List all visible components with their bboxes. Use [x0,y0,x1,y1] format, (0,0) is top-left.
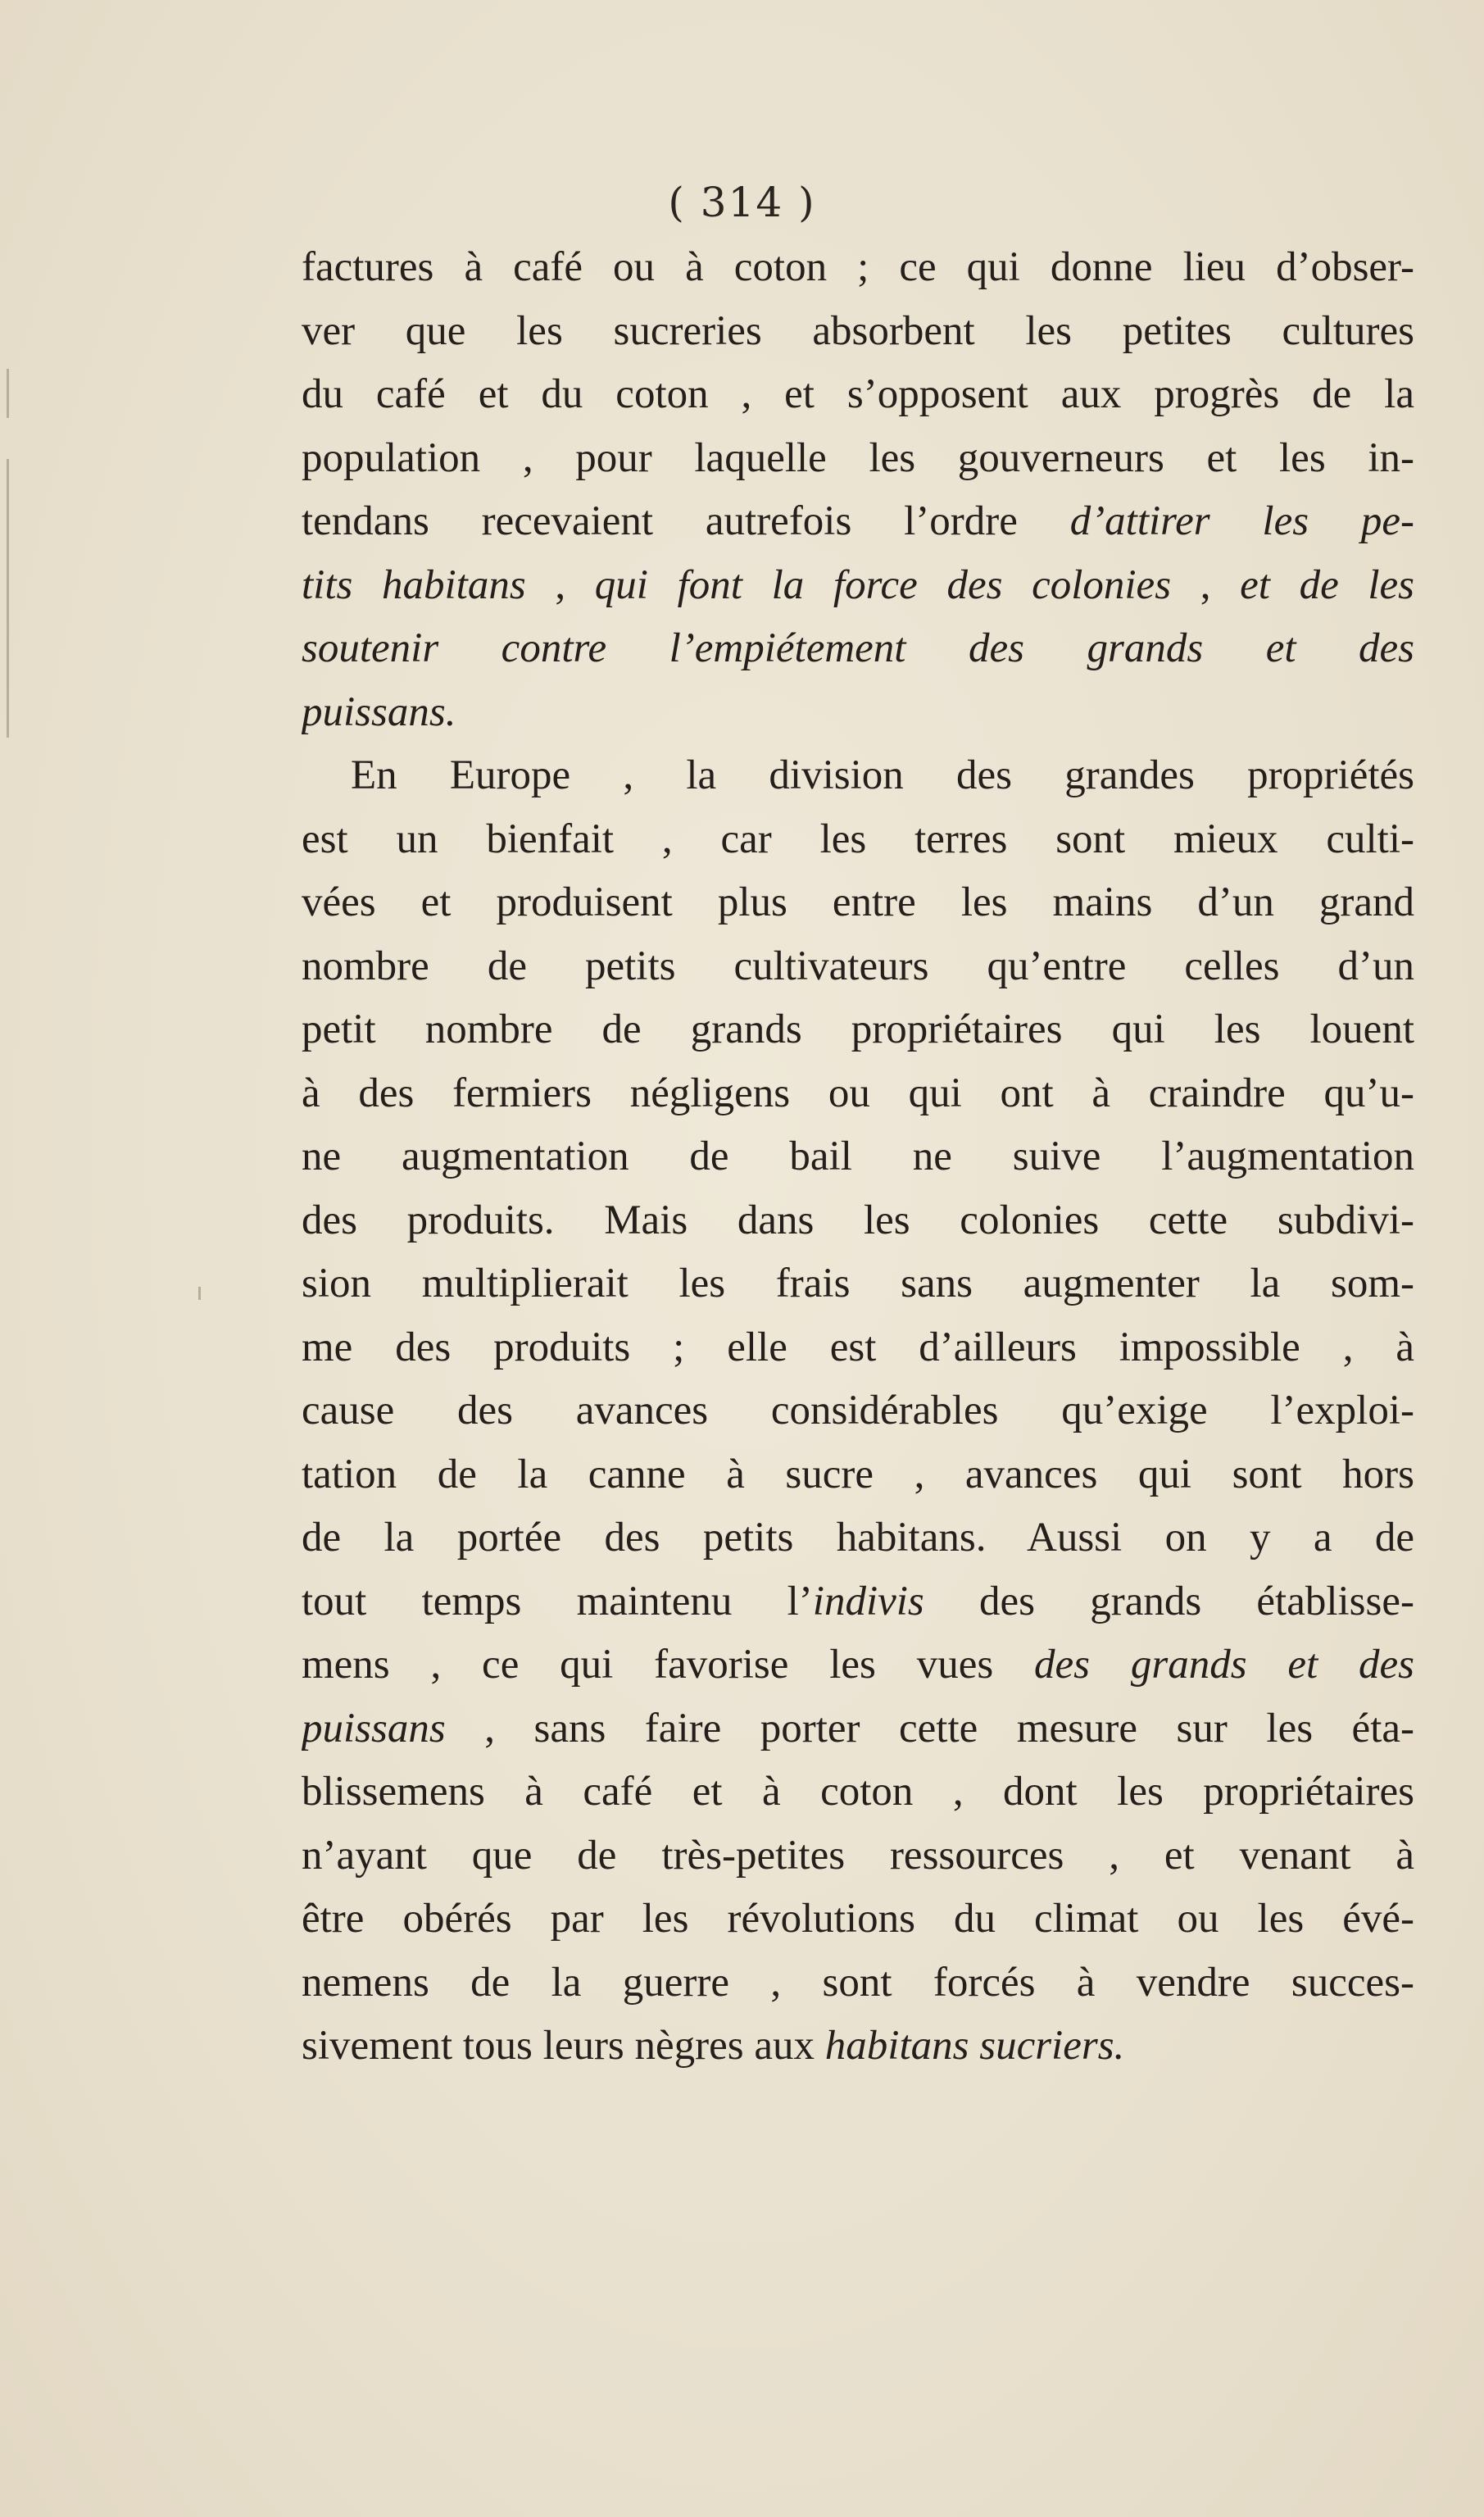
text-line [302,427,1414,491]
text-run: vées et produisent plus entre les mains d’un grand [302,879,1414,925]
text-line [302,808,1414,872]
text-run: à des fermiers négligens ou qui ont à craindre qu’u- [302,1070,1414,1116]
margin-mark-3 [198,1287,201,1300]
text-run: me des produits ; elle est d’ailleurs impossible , à [302,1324,1414,1370]
text-line [302,1125,1414,1189]
text-line [302,1316,1414,1380]
text-line [302,871,1414,935]
text-line [302,1506,1414,1570]
italic-text: indivis [812,1578,924,1624]
italic-text: d’attirer les pe- [1069,498,1414,544]
text-run: être obérés par les révolutions du climat ou les évé- [302,1896,1414,1942]
text-line [302,1633,1414,1697]
text-run: ne augmentation de bail ne suive l’augmentation [302,1134,1414,1179]
text-line [302,1062,1414,1126]
text-run: tation de la canne à sucre , avances qui sont hors [302,1451,1414,1497]
text-run: des grands établisse- [924,1578,1414,1624]
text-run: blissemens à café et à coton , dont les propriétaires [302,1769,1414,1815]
text-line [302,744,1414,808]
text-line [302,490,1414,554]
text-line [302,1697,1414,1761]
text-line [302,300,1414,364]
text-run: tendans recevaient autrefois l’ordre [302,498,1070,544]
text-run: sivement tous leurs nègres aux [302,2023,825,2069]
text-run: , sans faire porter cette mesure sur les éta- [445,1705,1414,1751]
italic-text: puissans [302,1705,446,1751]
text-run: cause des avances considérables qu’exige l’exploi- [302,1388,1414,1433]
italic-text: tits habitans [302,561,526,608]
text-run: petit nombre de grands propriétaires qui les louent [302,1006,1414,1052]
text-run: du café et du coton , et s’opposent aux progrès de la [302,371,1414,417]
margin-mark-2 [7,459,9,738]
italic-text: puissans. [302,688,456,735]
text-line [302,1570,1414,1634]
text-run: nombre de petits cultivateurs qu’entre celles d’un [302,943,1414,989]
text-run: nemens de la guerre , sont forcés à vendre succes- [302,1959,1414,2006]
text-run: tout temps maintenu l’ [302,1578,813,1624]
text-run: des produits. Mais dans les colonies cette subdivi- [302,1197,1414,1243]
text-line [302,1824,1414,1888]
text-line [302,1189,1414,1253]
text-run: , [525,561,595,608]
text-line [302,1888,1414,1951]
text-run: est un bienfait , car les terres sont mieux culti- [302,816,1414,862]
italic-text: des grands et des [1034,1642,1414,1688]
text-line [302,236,1414,300]
text-line [302,1761,1414,1824]
body-text [302,236,1414,2079]
text-line [302,617,1414,681]
text-line [302,363,1414,427]
text-line [302,554,1414,618]
text-line [302,1951,1414,2015]
text-line [302,681,1414,745]
text-run: de la portée des petits habitans. Aussi on y a de [302,1515,1414,1561]
text-run: n’ayant que de très-petites ressources , et venant à [302,1832,1414,1879]
italic-text: soutenir contre l’empiétement des grands et des [302,625,1414,671]
text-line [302,2015,1414,2079]
text-line [302,998,1414,1062]
text-run: mens , ce qui favorise les vues [302,1642,1035,1688]
page-number: ( 314 ) [668,179,816,226]
text-line [302,935,1414,999]
italic-text: qui font la force des colonies [594,561,1172,608]
text-run: ver que les sucreries absorbent les petites cultures [302,307,1414,354]
text-run: factures à café ou à coton ; ce qui donne lieu d’obser- [302,244,1414,290]
text-run: En Europe , la division des grandes propriétés [351,752,1414,798]
text-run: sion multiplierait les frais sans augmenter la som- [302,1261,1414,1306]
text-run: , [1171,561,1241,608]
text-line [302,1379,1414,1443]
italic-text: habitans sucriers. [824,2023,1125,2069]
italic-text: et de les [1240,561,1414,608]
margin-mark-1 [7,369,9,418]
text-line [302,1252,1414,1316]
text-line [302,1443,1414,1507]
text-run: population , pour laquelle les gouverneurs et les in- [302,434,1414,481]
